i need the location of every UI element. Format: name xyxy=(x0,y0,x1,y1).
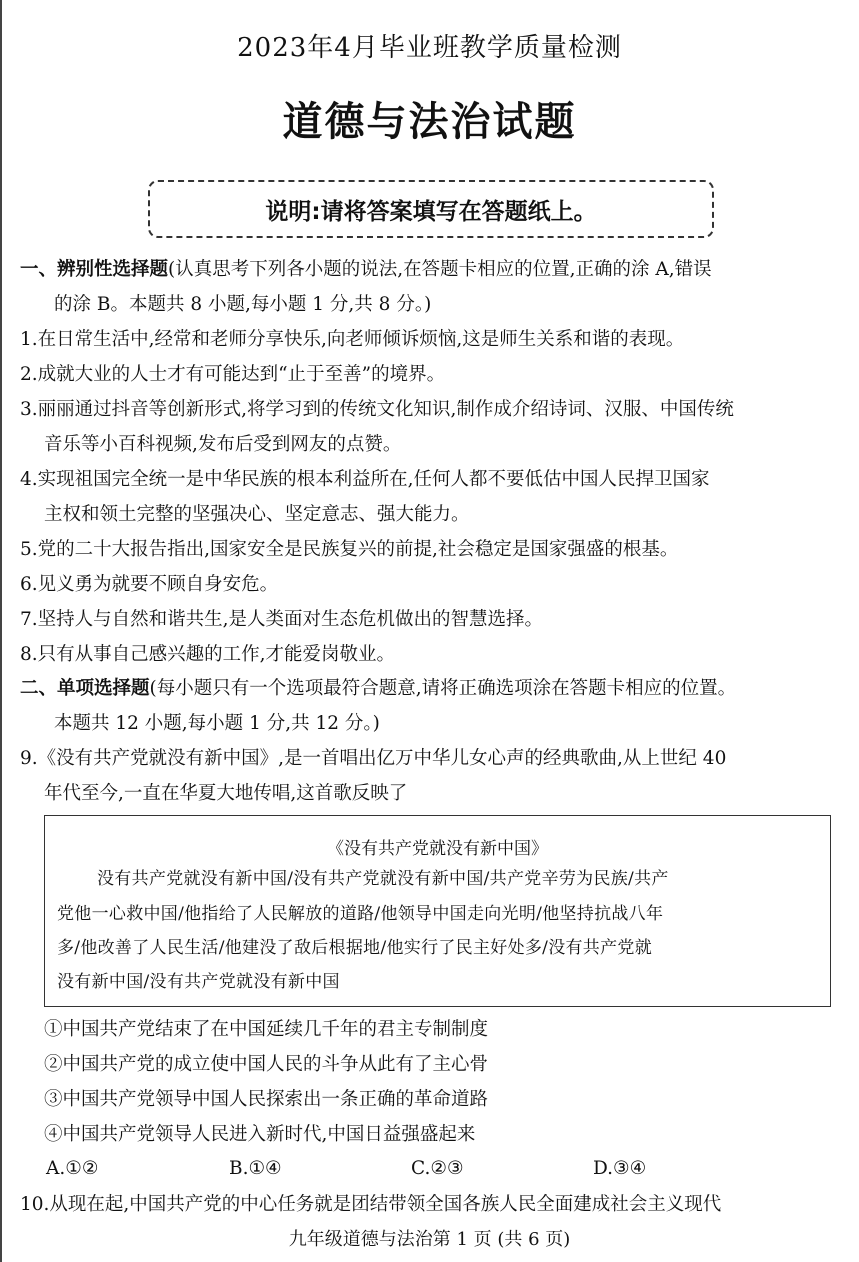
statement-4: ④中国共产党领导人民进入新时代,中国日益强盛起来 xyxy=(44,1124,476,1145)
lyrics-line: 党他一心救中国/他指给了人民解放的道路/他领导中国走向光明/他坚持抗战八年 xyxy=(57,904,664,924)
option-c: C.②③ xyxy=(411,1158,464,1179)
question-10: 10.从现在起,中国共产党的中心任务就是团结带领全国各族人民全面建成社会主义现代 xyxy=(20,1194,722,1215)
question-7: 7.坚持人与自然和谐共生,是人类面对生态危机做出的智慧选择。 xyxy=(20,609,544,630)
statement-3: ③中国共产党领导中国人民探索出一条正确的革命道路 xyxy=(44,1089,489,1110)
subject-title: 道德与法治试题 xyxy=(282,98,577,145)
section2-heading: 二、单项选择题 xyxy=(20,678,150,699)
option-a: A.①② xyxy=(46,1158,99,1179)
section2-instruction-cont: 本题共 12 小题,每小题 1 分,共 12 分。) xyxy=(54,713,380,734)
lyrics-line: 多/他改善了人民生活/他建没了敌后根据地/他实行了民主好处多/没有共产党就 xyxy=(57,938,653,958)
question-4: 4.实现祖国完全统一是中华民族的根本利益所在,任何人都不要低估中国人民捍卫国家 xyxy=(20,469,710,490)
statement-2: ②中国共产党的成立使中国人民的斗争从此有了主心骨 xyxy=(44,1054,489,1075)
question-5: 5.党的二十大报告指出,国家安全是民族复兴的前提,社会稳定是国家强盛的根基。 xyxy=(20,539,679,560)
question-8: 8.只有从事自己感兴趣的工作,才能爱岗敬业。 xyxy=(20,644,396,665)
section2-instruction: (每小题只有一个选项最符合题意,请将正确选项涂在答题卡相应的位置。 xyxy=(149,678,737,699)
question-9-cont: 年代至今,一直在华夏大地传唱,这首歌反映了 xyxy=(44,783,408,804)
lyrics-line: 没有新中国/没有共产党就没有新中国 xyxy=(57,972,340,992)
song-lyrics-box xyxy=(44,815,831,1007)
option-d: D.③④ xyxy=(593,1158,647,1179)
notice-text: 说明:请将答案填写在答题纸上。 xyxy=(265,198,597,225)
page-left-border xyxy=(0,0,2,1262)
song-title: 《没有共产党就没有新中国》 xyxy=(327,839,548,859)
statement-1: ①中国共产党结束了在中国延续几千年的君主专制制度 xyxy=(44,1019,489,1040)
section1-heading: 一、辨别性选择题 xyxy=(20,259,169,280)
section1-instruction-cont: 的涂 B。本题共 8 小题,每小题 1 分,共 8 分。) xyxy=(54,294,432,315)
question-1: 1.在日常生活中,经常和老师分享快乐,向老师倾诉烦恼,这是师生关系和谐的表现。 xyxy=(20,329,685,350)
exam-title: 2023年4月毕业班教学质量检测 xyxy=(237,33,622,63)
question-3-cont: 音乐等小百科视频,发布后受到网友的点赞。 xyxy=(44,434,402,455)
section1-heading-line xyxy=(20,258,712,282)
page-footer: 九年级道德与法治第 1 页 (共 6 页) xyxy=(288,1229,571,1250)
question-2: 2.成就大业的人士才有可能达到“止于至善”的境界。 xyxy=(20,364,446,385)
question-6: 6.见义勇为就要不顾自身安危。 xyxy=(20,574,279,595)
question-3: 3.丽丽通过抖音等创新形式,将学习到的传统文化知识,制作成介绍诗词、汉服、中国传统 xyxy=(20,399,734,420)
question-4-cont: 主权和领土完整的坚强决心、坚定意志、强大能力。 xyxy=(44,504,470,525)
section2-heading-line xyxy=(20,677,736,701)
question-9: 9.《没有共产党就没有新中国》,是一首唱出亿万中华儿女心声的经典歌曲,从上世纪 40 xyxy=(20,748,727,769)
option-b: B.①④ xyxy=(229,1158,282,1179)
notice-box xyxy=(148,180,714,238)
section1-instruction: (认真思考下列各小题的说法,在答题卡相应的位置,正确的涂 A,错误 xyxy=(168,259,712,280)
lyrics-line: 没有共产党就没有新中国/没有共产党就没有新中国/共产党辛劳为民族/共产 xyxy=(97,869,669,889)
